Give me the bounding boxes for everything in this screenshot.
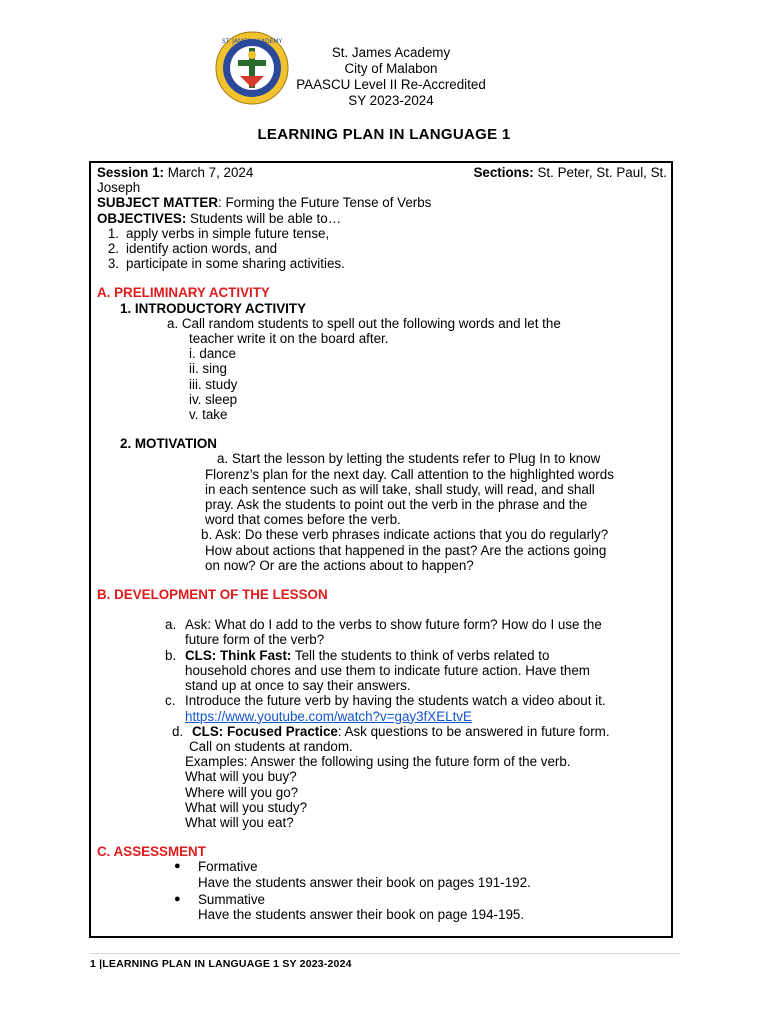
motivation-a-line: Florenz’s plan for the next day. Call attention to the highlighted words xyxy=(205,466,614,482)
development-item-b: b. CLS: Think Fast: Tell the students to think of verbs related to household chores and use them to indicate future action. Have them stand up at once to say their answers. xyxy=(165,647,590,694)
sections-continued: Joseph xyxy=(97,180,141,196)
development-item-a: a. Ask: What do I add to the verbs to show future form? How do I use the future form of the verb? xyxy=(165,617,602,648)
motivation-b-line: b. Ask: Do these verb phrases indicate actions that you do regularly? xyxy=(201,527,609,543)
word-item: i. dance xyxy=(189,346,236,362)
bullet-icon: ● xyxy=(174,892,181,905)
page-footer: 1 |LEARNING PLAN IN LANGUAGE 1 SY 2023-2024 xyxy=(90,958,352,970)
plan-content xyxy=(97,165,667,922)
svg-text:ST. JAMES ACADEMY: ST. JAMES ACADEMY xyxy=(221,38,283,45)
example-question: Where will you go? xyxy=(185,784,299,800)
motivation-a-line: word that comes before the verb. xyxy=(205,512,401,528)
motivation-a-line: pray. Ask the students to point out the verb in the phrase and the xyxy=(205,497,588,513)
youtube-video-link[interactable]: https://www.youtube.com/watch?v=gay3fXELtvE xyxy=(185,708,472,724)
word-item: ii. sing xyxy=(189,361,227,377)
word-item: iv. sleep xyxy=(189,391,238,407)
objectives: OBJECTIVES: Students will be able to… xyxy=(97,210,342,226)
school-year: SY 2023-2024 xyxy=(348,93,434,108)
development-d-line: Call on students at random. xyxy=(189,738,353,754)
development-heading: B. DEVELOPMENT OF THE LESSON xyxy=(97,587,328,603)
school-name: St. James Academy xyxy=(331,45,451,60)
footer-divider xyxy=(90,953,680,954)
subject-matter: SUBJECT MATTER: Forming the Future Tense of Verbs xyxy=(97,195,432,211)
session-row xyxy=(97,165,667,180)
intro-item-a: a. Call random students to spell out the following words and let the xyxy=(167,315,561,331)
motivation-a-line: a. Start the lesson by letting the students refer to Plug In to know xyxy=(217,451,601,467)
assessment-heading: C. ASSESSMENT xyxy=(97,844,206,860)
school-info xyxy=(276,45,506,109)
school-accreditation: PAASCU Level II Re-Accredited xyxy=(296,77,486,92)
example-question: What will you buy? xyxy=(185,769,297,785)
intro-item-a-cont: teacher write it on the board after. xyxy=(189,331,389,347)
assessment-summative: ● Summative Have the students answer their book on page 194-195. xyxy=(174,891,525,922)
example-question: What will you eat? xyxy=(185,814,294,830)
motivation-heading: 2. MOTIVATION xyxy=(120,436,217,452)
session-info: Session 1: March 7, 2024 xyxy=(97,165,254,180)
preliminary-heading: A. PRELIMINARY ACTIVITY xyxy=(97,285,270,301)
word-item: v. take xyxy=(189,407,228,423)
development-d-line: Examples: Answer the following using the future form of the verb. xyxy=(185,754,571,770)
objective-item: 1. apply verbs in simple future tense, xyxy=(107,225,330,241)
motivation-b-line: on now? Or are the actions about to happen? xyxy=(205,557,474,573)
objective-item: 3. participate in some sharing activities. xyxy=(107,256,345,272)
motivation-b-line: How about actions that happened in the past? Are the actions going xyxy=(205,542,607,558)
assessment-formative: ● Formative Have the students answer their book on pages 191-192. xyxy=(174,859,531,890)
development-item-c: c. Introduce the future verb by having the students watch a video about it. https://www.youtube.com/watch?v=gay3fXELtvE xyxy=(165,693,606,724)
bullet-icon: ● xyxy=(174,860,181,873)
sections-info: Sections: St. Peter, St. Paul, St. xyxy=(473,165,667,180)
school-city: City of Malabon xyxy=(344,61,438,76)
objective-item: 2. identify action words, and xyxy=(107,241,278,257)
word-item: iii. study xyxy=(189,376,238,392)
motivation-a-line: in each sentence such as will take, shall study, will read, and shall xyxy=(205,481,595,497)
introductory-heading: 1. INTRODUCTORY ACTIVITY xyxy=(120,300,306,316)
example-question: What will you study? xyxy=(185,799,308,815)
development-item-d: d. CLS: Focused Practice: Ask questions to be answered in future form. xyxy=(172,723,610,739)
page-header xyxy=(0,0,768,115)
document-title: LEARNING PLAN IN LANGUAGE 1 xyxy=(257,126,511,143)
